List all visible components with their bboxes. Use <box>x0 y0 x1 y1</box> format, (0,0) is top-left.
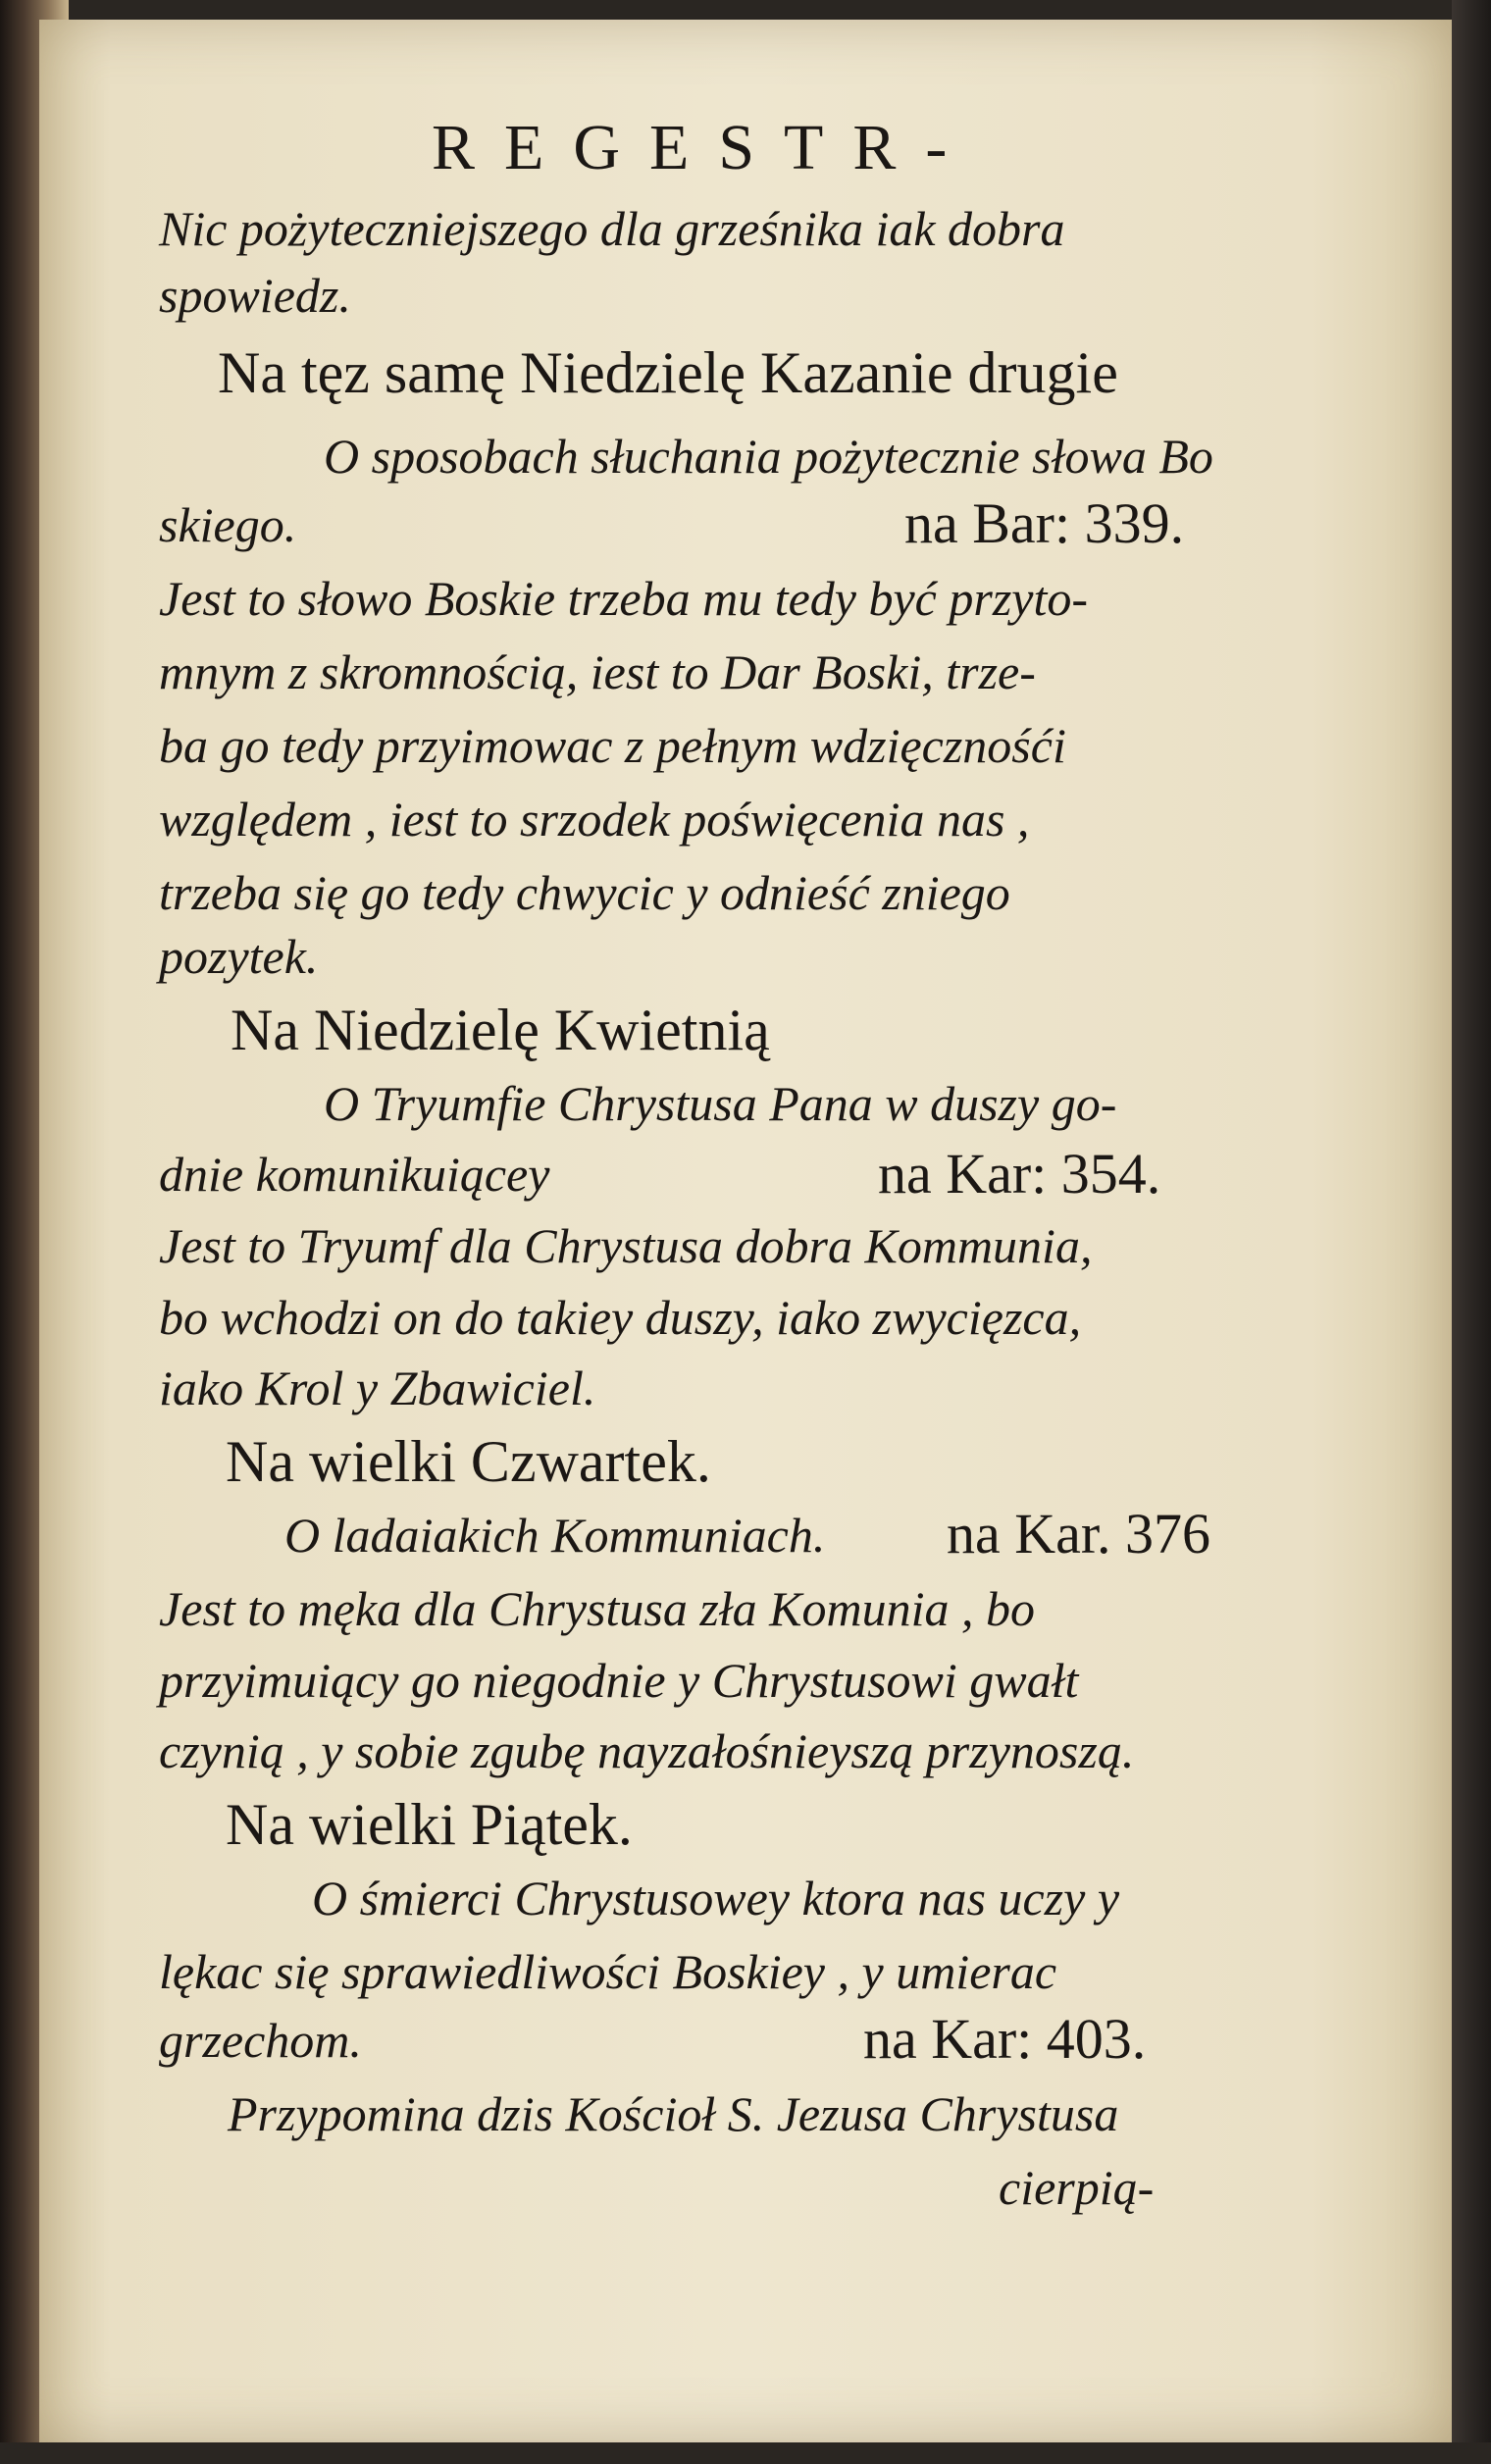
sermon-title: dnie komunikuiącey <box>159 1147 550 1202</box>
section-heading: Na Niedzielę Kwietnią <box>231 998 770 1062</box>
summary-line: bo wchodzi on do takiey duszy, iako zwycięzca, <box>159 1290 1082 1345</box>
sermon-title: O śmierci Chrystusowey ktora nas uczy y <box>312 1871 1120 1925</box>
summary-line: iako Krol y Zbawiciel. <box>159 1360 596 1415</box>
catchword: cierpią- <box>999 2160 1155 2215</box>
section-heading: Na wielki Czwartek. <box>226 1429 711 1494</box>
book-edge-bottom <box>0 2442 1491 2464</box>
summary-line: Przypomina dzis Kościoł S. Jezusa Chrystusa <box>228 2086 1119 2141</box>
book-edge-right <box>1452 0 1491 2464</box>
sermon-title: O sposobach słuchania pożytecznie słowa Bo <box>324 429 1213 484</box>
sermon-title: skiego. <box>159 497 297 552</box>
summary-line: spowiedz. <box>159 268 351 323</box>
summary-line: względem , iest to srzodek poświęcenia nas , <box>159 792 1030 847</box>
page-reference: na Kar. 376 <box>947 1502 1210 1566</box>
summary-line: przyimuiący go niegodnie y Chrystusowi gwałt <box>159 1653 1079 1708</box>
sermon-title: lękac się sprawiedliwości Boskiey , y umierac <box>159 1944 1057 1999</box>
section-heading: Na wielki Piątek. <box>226 1792 633 1857</box>
page-reference: na Bar: 339. <box>904 491 1185 555</box>
summary-line: czynią , y sobie zgubę nayzałośnieyszą przynoszą. <box>159 1723 1135 1778</box>
page-reference: na Kar: 354. <box>878 1142 1161 1206</box>
summary-line: ba go tedy przyimowac z pełnym wdzięcznośći <box>159 718 1066 773</box>
sermon-title: grzechom. <box>159 2013 362 2068</box>
summary-line: Nic pożyteczniejszego dla grześnika iak dobra <box>159 201 1065 256</box>
sermon-title: O Tryumfie Chrystusa Pana w duszy go- <box>324 1076 1117 1131</box>
sermon-title: O ladaiakich Kommuniach. <box>284 1508 826 1563</box>
summary-line: Jest to męka dla Chrystusa zła Komunia , bo <box>159 1581 1036 1636</box>
page-reference: na Kar: 403. <box>863 2007 1147 2071</box>
summary-line: Jest to słowo Boskie trzeba mu tedy być przyto- <box>159 571 1089 626</box>
summary-line: Jest to Tryumf dla Chrystusa dobra Kommunia, <box>159 1218 1093 1273</box>
summary-line: mnym z skromnością, iest to Dar Boski, trze- <box>159 644 1036 699</box>
summary-line: pozytek. <box>159 929 319 984</box>
section-heading: Na tęz samę Niedzielę Kazanie drugie <box>218 340 1118 405</box>
summary-line: trzeba się go tedy chwycic y odnieść zniego <box>159 865 1010 920</box>
running-header: REGESTR- <box>432 112 977 183</box>
